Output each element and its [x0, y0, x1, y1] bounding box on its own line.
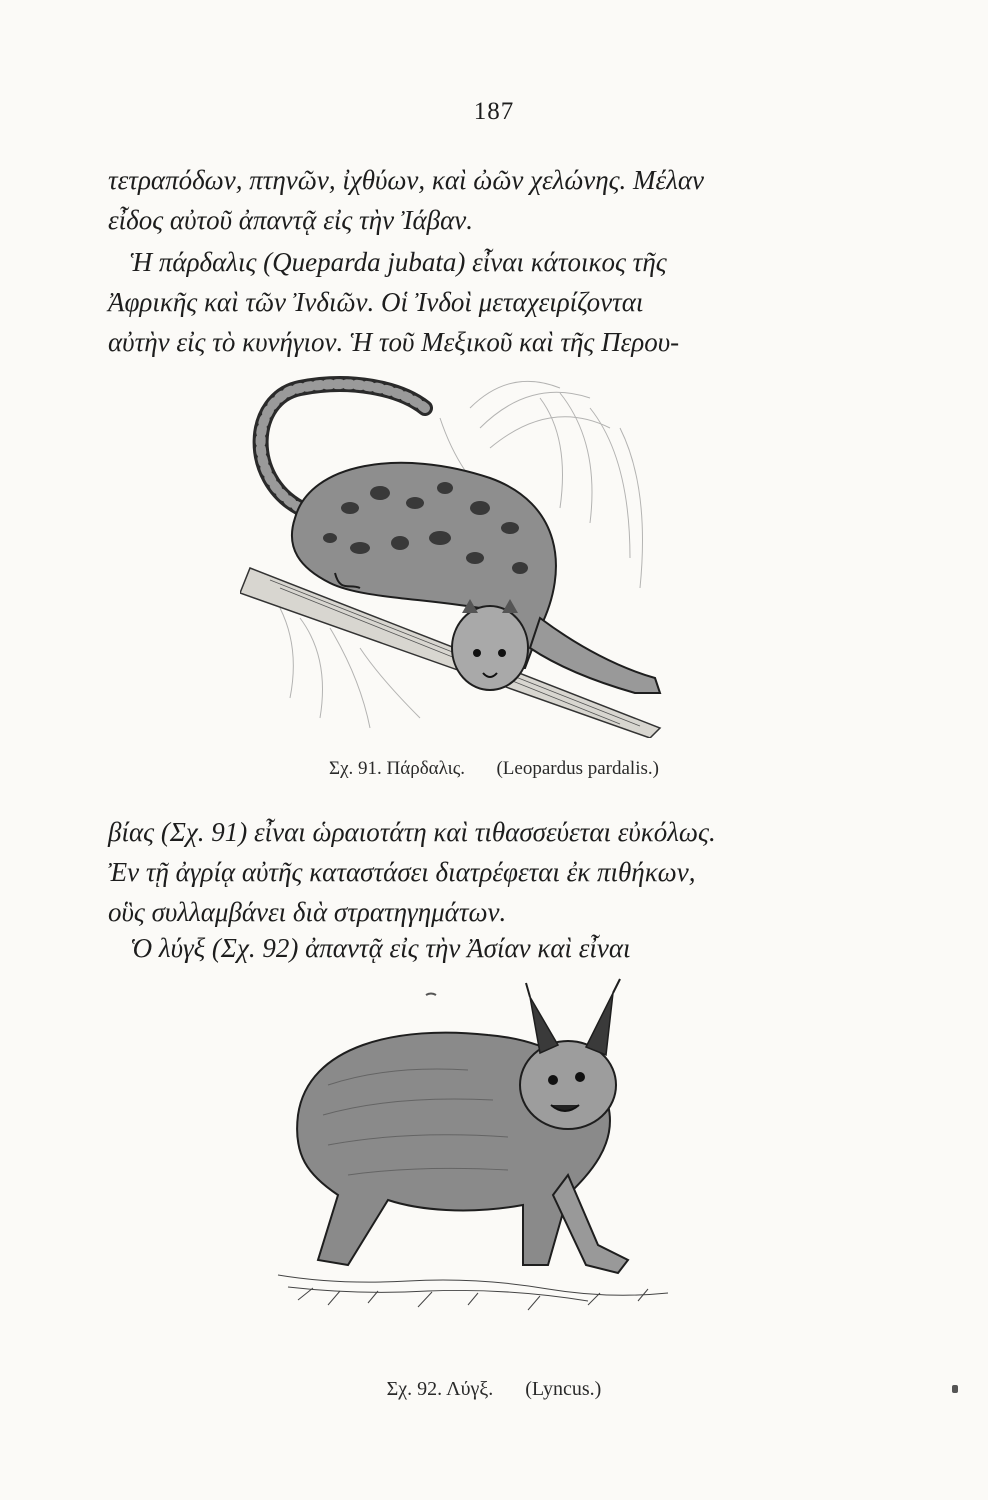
caption-number: Σχ. 91.: [329, 758, 382, 779]
text-line: Ἡ πάρδαλις (Queparda jubata) εἶναι κάτοικος τῆς: [130, 247, 667, 277]
figure-92-caption: [0, 1378, 988, 1401]
page-number: 187: [473, 98, 515, 125]
caption-latin: (Leopardus pardalis.): [496, 758, 659, 779]
paragraph-2: [108, 242, 838, 362]
paragraph-1: [108, 160, 838, 240]
margin-mark: [952, 1385, 958, 1393]
text-line: αὐτὴν εἰς τὸ κυνήγιον. Ἡ τοῦ Μεξικοῦ καὶ τῆς Περου-: [108, 327, 680, 357]
text-line: Ἐν τῇ ἀγρίᾳ αὐτῆς καταστάσει διατρέφεται ἐκ πιθήκων,: [108, 857, 696, 887]
text-line: Ὁ λύγξ (Σχ. 92) ἀπαντᾷ εἰς τὴν Ἀσίαν καὶ εἶναι: [130, 933, 631, 963]
caption-greek: Πάρδαλις.: [386, 758, 465, 779]
caption-greek: Λύγξ.: [446, 1378, 494, 1400]
text-line: τετραπόδων, πτηνῶν, ἰχθύων, καὶ ὠῶν χελώνης. Μέλαν: [108, 165, 705, 195]
caption-number: Σχ. 92.: [386, 1378, 443, 1400]
text-line: εἶδος αὐτοῦ ἀπαντᾷ εἰς τὴν Ἰάβαν.: [108, 205, 474, 235]
paragraph-3: [108, 812, 838, 932]
text-line: οὓς συλλαμβάνει διὰ στρατηγημάτων.: [108, 897, 507, 927]
figure-91-caption: [0, 758, 988, 780]
text-line: Ἀφρικῆς καὶ τῶν Ἰνδιῶν. Οἱ Ἰνδοὶ μεταχειρίζονται: [108, 287, 644, 317]
lynx-illustration: [268, 975, 688, 1345]
paragraph-4: [108, 928, 838, 968]
caption-latin: (Lyncus.): [525, 1378, 602, 1400]
leopard-illustration: [240, 368, 690, 738]
text-line: βίας (Σχ. 91) εἶναι ὡραιοτάτη καὶ τιθασσεύεται εὐκόλως.: [108, 817, 716, 847]
